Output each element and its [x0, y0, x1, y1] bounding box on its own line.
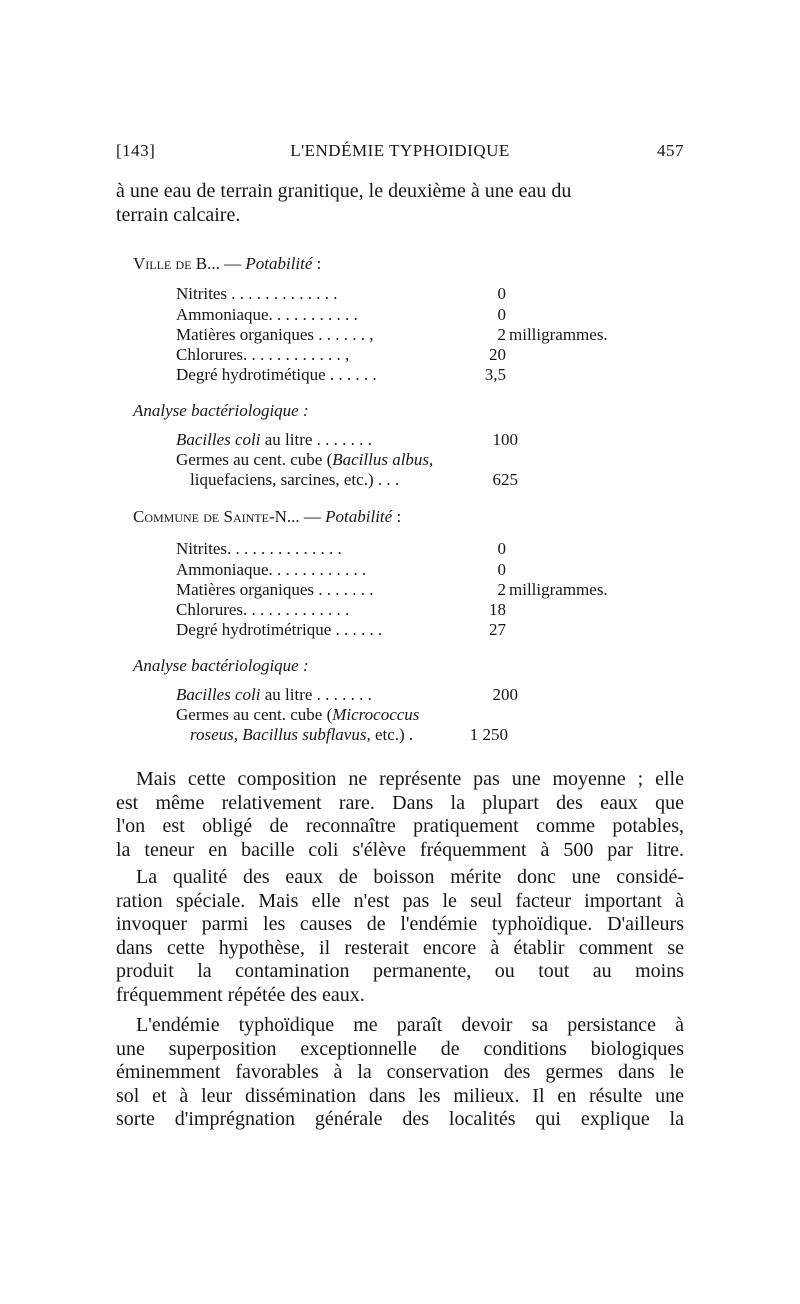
row-label — [190, 725, 413, 745]
row-unit: milligrammes. — [509, 325, 608, 344]
species-label: roseus, Bacillus subflavus, — [190, 725, 371, 744]
table-row — [176, 450, 626, 470]
text-line: la teneur en bacille coli s'élève fréquemment à 500 par litre. — [116, 838, 684, 861]
row-value: 0 — [497, 539, 506, 558]
text-line — [116, 866, 684, 890]
table-row — [176, 725, 626, 745]
table-row — [176, 345, 626, 365]
page-number: 457 — [657, 141, 684, 160]
paragraph-2 — [116, 866, 684, 1007]
ville-title-dash: — — [219, 254, 246, 273]
species-label: Bacillus albus, — [332, 450, 434, 469]
ville-title — [133, 254, 321, 274]
table-row — [176, 365, 626, 385]
text-line: fréquemment répétée des eaux. — [116, 983, 365, 1006]
text-line: sol et à leur dissémination dans les milieux. Il en résulte une — [116, 1084, 684, 1107]
table-row — [176, 560, 626, 580]
table-row — [176, 305, 626, 325]
table-row — [176, 685, 626, 705]
row-value: 100 — [492, 430, 518, 449]
text-line-content: L'endémie typhoïdique me paraît devoir sa persistance à — [136, 1014, 684, 1036]
ville-title-colon: : — [312, 254, 322, 273]
text-line: sorte d'imprégnation générale des localités qui explique la — [116, 1108, 684, 1130]
row-label — [176, 705, 419, 725]
row-value: 3,5 — [484, 365, 506, 384]
table-row — [176, 705, 626, 725]
species-label: Micrococcus — [332, 705, 420, 724]
commune-bact-title: Analyse bactériologique : — [133, 656, 309, 675]
text-line: éminemment favorables à la conservation des germes dans le — [116, 1061, 684, 1083]
row-label — [176, 450, 433, 470]
text-line — [116, 1014, 684, 1038]
row-label: Chlorures. . . . . . . . . . . . . — [176, 600, 350, 619]
au-litre-label: au litre . . . . . . . — [260, 685, 372, 704]
table-row — [176, 539, 626, 559]
row-value: 2 — [497, 580, 506, 599]
row-label: Chlorures. . . . . . . . . . . . , — [176, 345, 350, 364]
row-label: Nitrites . . . . . . . . . . . . . — [176, 284, 338, 303]
row-label — [176, 685, 372, 705]
intro-paragraph — [116, 180, 684, 227]
text-line: une superposition exceptionnelle de conditions biologiques — [116, 1037, 684, 1060]
text-line-content: Mais cette composition ne représente pas une moyenne ; elle — [136, 768, 684, 790]
table-row — [176, 470, 626, 490]
text-line: ration spéciale. Mais elle n'est pas le seul facteur important à — [116, 889, 684, 912]
header-section-number: [143] — [116, 141, 156, 160]
row-value: 18 — [489, 600, 506, 619]
row-value: 200 — [492, 685, 518, 704]
row-label: Ammoniaque. . . . . . . . . . . . — [176, 560, 367, 579]
ville-title-place: Ville de B... — [133, 254, 220, 273]
text-line: à une eau de terrain granitique, le deuxième à une eau du — [116, 180, 572, 202]
text-line: terrain calcaire. — [116, 203, 241, 226]
paragraph-1 — [116, 768, 684, 862]
row-value: 0 — [497, 305, 506, 324]
row-value: 1 250 — [469, 725, 508, 744]
header-title: L'ENDÉMIE TYPHOIDIQUE — [290, 141, 510, 160]
row-label — [176, 430, 372, 450]
row-label: Ammoniaque. . . . . . . . . . . — [176, 305, 358, 324]
commune-title — [133, 507, 401, 527]
row-value: 625 — [492, 470, 518, 489]
row-label: Matières organiques . . . . . . . — [176, 580, 374, 599]
row-value: 0 — [497, 560, 506, 579]
au-litre-label: au litre . . . . . . . — [260, 430, 372, 449]
germes-label: Germes au cent. cube ( — [176, 705, 333, 724]
commune-title-colon: : — [392, 507, 402, 526]
ville-title-potabilite: Potabilité — [245, 254, 313, 273]
bacilles-coli-label: Bacilles coli — [176, 430, 261, 449]
text-line-content: La qualité des eaux de boisson mérite donc une considé- — [136, 866, 684, 888]
row-value: 2 — [497, 325, 506, 344]
row-value: 0 — [497, 284, 506, 303]
text-line — [116, 768, 684, 792]
row-label: Degré hydrotimétique . . . . . . — [176, 365, 377, 384]
commune-title-place: Commune de Sainte-N... — [133, 507, 300, 526]
text-line: l'on est obligé de reconnaître pratiquement comme potables, — [116, 815, 684, 837]
ville-bact-title: Analyse bactériologique : — [133, 401, 309, 420]
text-line: dans cette hypothèse, il resterait encore à établir comment se — [116, 936, 684, 959]
text-line: invoquer parmi les causes de l'endémie typhoïdique. D'ailleurs — [116, 913, 684, 935]
row-value: 27 — [489, 620, 506, 639]
row-label: Matières organiques . . . . . . , — [176, 325, 374, 344]
row-label: Nitrites. . . . . . . . . . . . . . — [176, 539, 342, 558]
table-row — [176, 430, 626, 450]
text-line: produit la contamination permanente, ou tout au moins — [116, 960, 684, 982]
row-value: 20 — [489, 345, 506, 364]
table-row — [176, 580, 626, 600]
commune-title-potabilite: Potabilité — [325, 507, 393, 526]
table-row — [176, 620, 626, 640]
table-row — [176, 600, 626, 620]
row-unit: milligrammes. — [509, 580, 608, 599]
etc-label: etc.) . — [370, 725, 414, 744]
text-line: est même relativement rare. Dans la plupart des eaux que — [116, 791, 684, 814]
bacilles-coli-label: Bacilles coli — [176, 685, 261, 704]
commune-title-dash: — — [299, 507, 326, 526]
row-label: Degré hydrotimétrique . . . . . . — [176, 620, 383, 639]
paragraph-3 — [116, 1014, 684, 1132]
germes-label: Germes au cent. cube ( — [176, 450, 333, 469]
table-row — [176, 325, 626, 345]
row-label: liquefaciens, sarcines, etc.) . . . — [190, 470, 400, 489]
table-row — [176, 284, 626, 304]
